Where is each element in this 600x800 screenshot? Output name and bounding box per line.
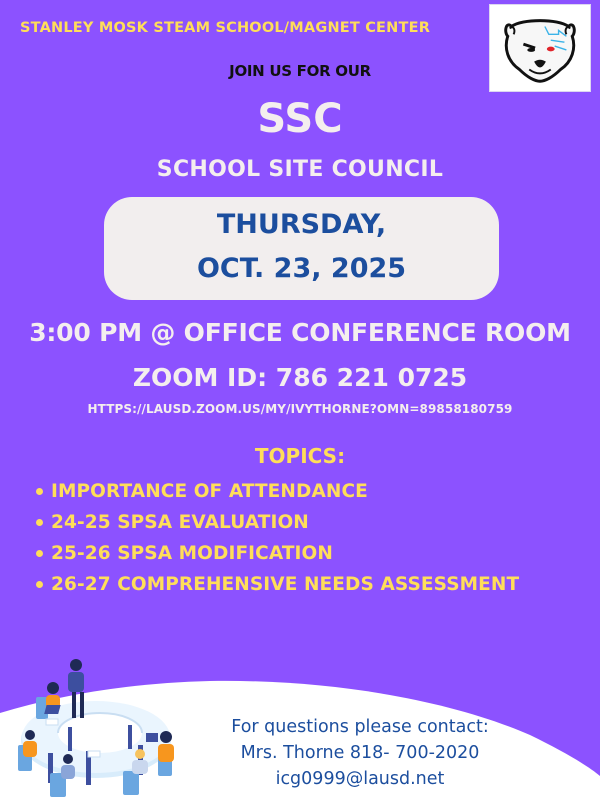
bullet-icon <box>36 519 43 526</box>
school-name: STANLEY MOSK STEAM SCHOOL/MAGNET CENTER <box>20 20 431 36</box>
topics-heading: TOPICS: <box>254 444 346 468</box>
topic-label: 25-26 SPSA MODIFICATION <box>51 543 333 564</box>
topic-item <box>36 476 519 507</box>
bullet-icon <box>36 550 43 557</box>
invite-line: JOIN US FOR OUR <box>229 62 371 80</box>
topics-list <box>36 476 519 600</box>
meeting-table-illustration-icon <box>8 655 178 800</box>
event-acronym: SSC <box>257 96 343 142</box>
contact-name-phone: Mrs. Thorne 818- 700-2020 <box>240 743 480 763</box>
event-day: THURSDAY, <box>216 209 387 240</box>
zoom-link[interactable]: HTTPS://LAUSD.ZOOM.US/MY/IVYTHORNE?OMN=89858180759 <box>87 402 513 416</box>
topic-label: IMPORTANCE OF ATTENDANCE <box>51 481 368 502</box>
bullet-icon <box>36 488 43 495</box>
topic-label: 26-27 COMPREHENSIVE NEEDS ASSESSMENT <box>51 574 520 595</box>
topic-label: 24-25 SPSA EVALUATION <box>51 512 309 533</box>
date-box <box>104 197 499 300</box>
zoom-id: ZOOM ID: 786 221 0725 <box>132 363 468 392</box>
topic-item <box>36 538 519 569</box>
event-date: OCT. 23, 2025 <box>196 253 407 284</box>
contact-info <box>200 714 520 792</box>
topic-item <box>36 569 519 600</box>
event-full-name: SCHOOL SITE COUNCIL <box>156 157 444 182</box>
contact-email[interactable]: icg0999@lausd.net <box>275 769 445 789</box>
bullet-icon <box>36 581 43 588</box>
time-location: 3:00 PM @ OFFICE CONFERENCE ROOM <box>29 318 571 347</box>
contact-prompt: For questions please contact: <box>231 717 489 737</box>
topic-item <box>36 507 519 538</box>
